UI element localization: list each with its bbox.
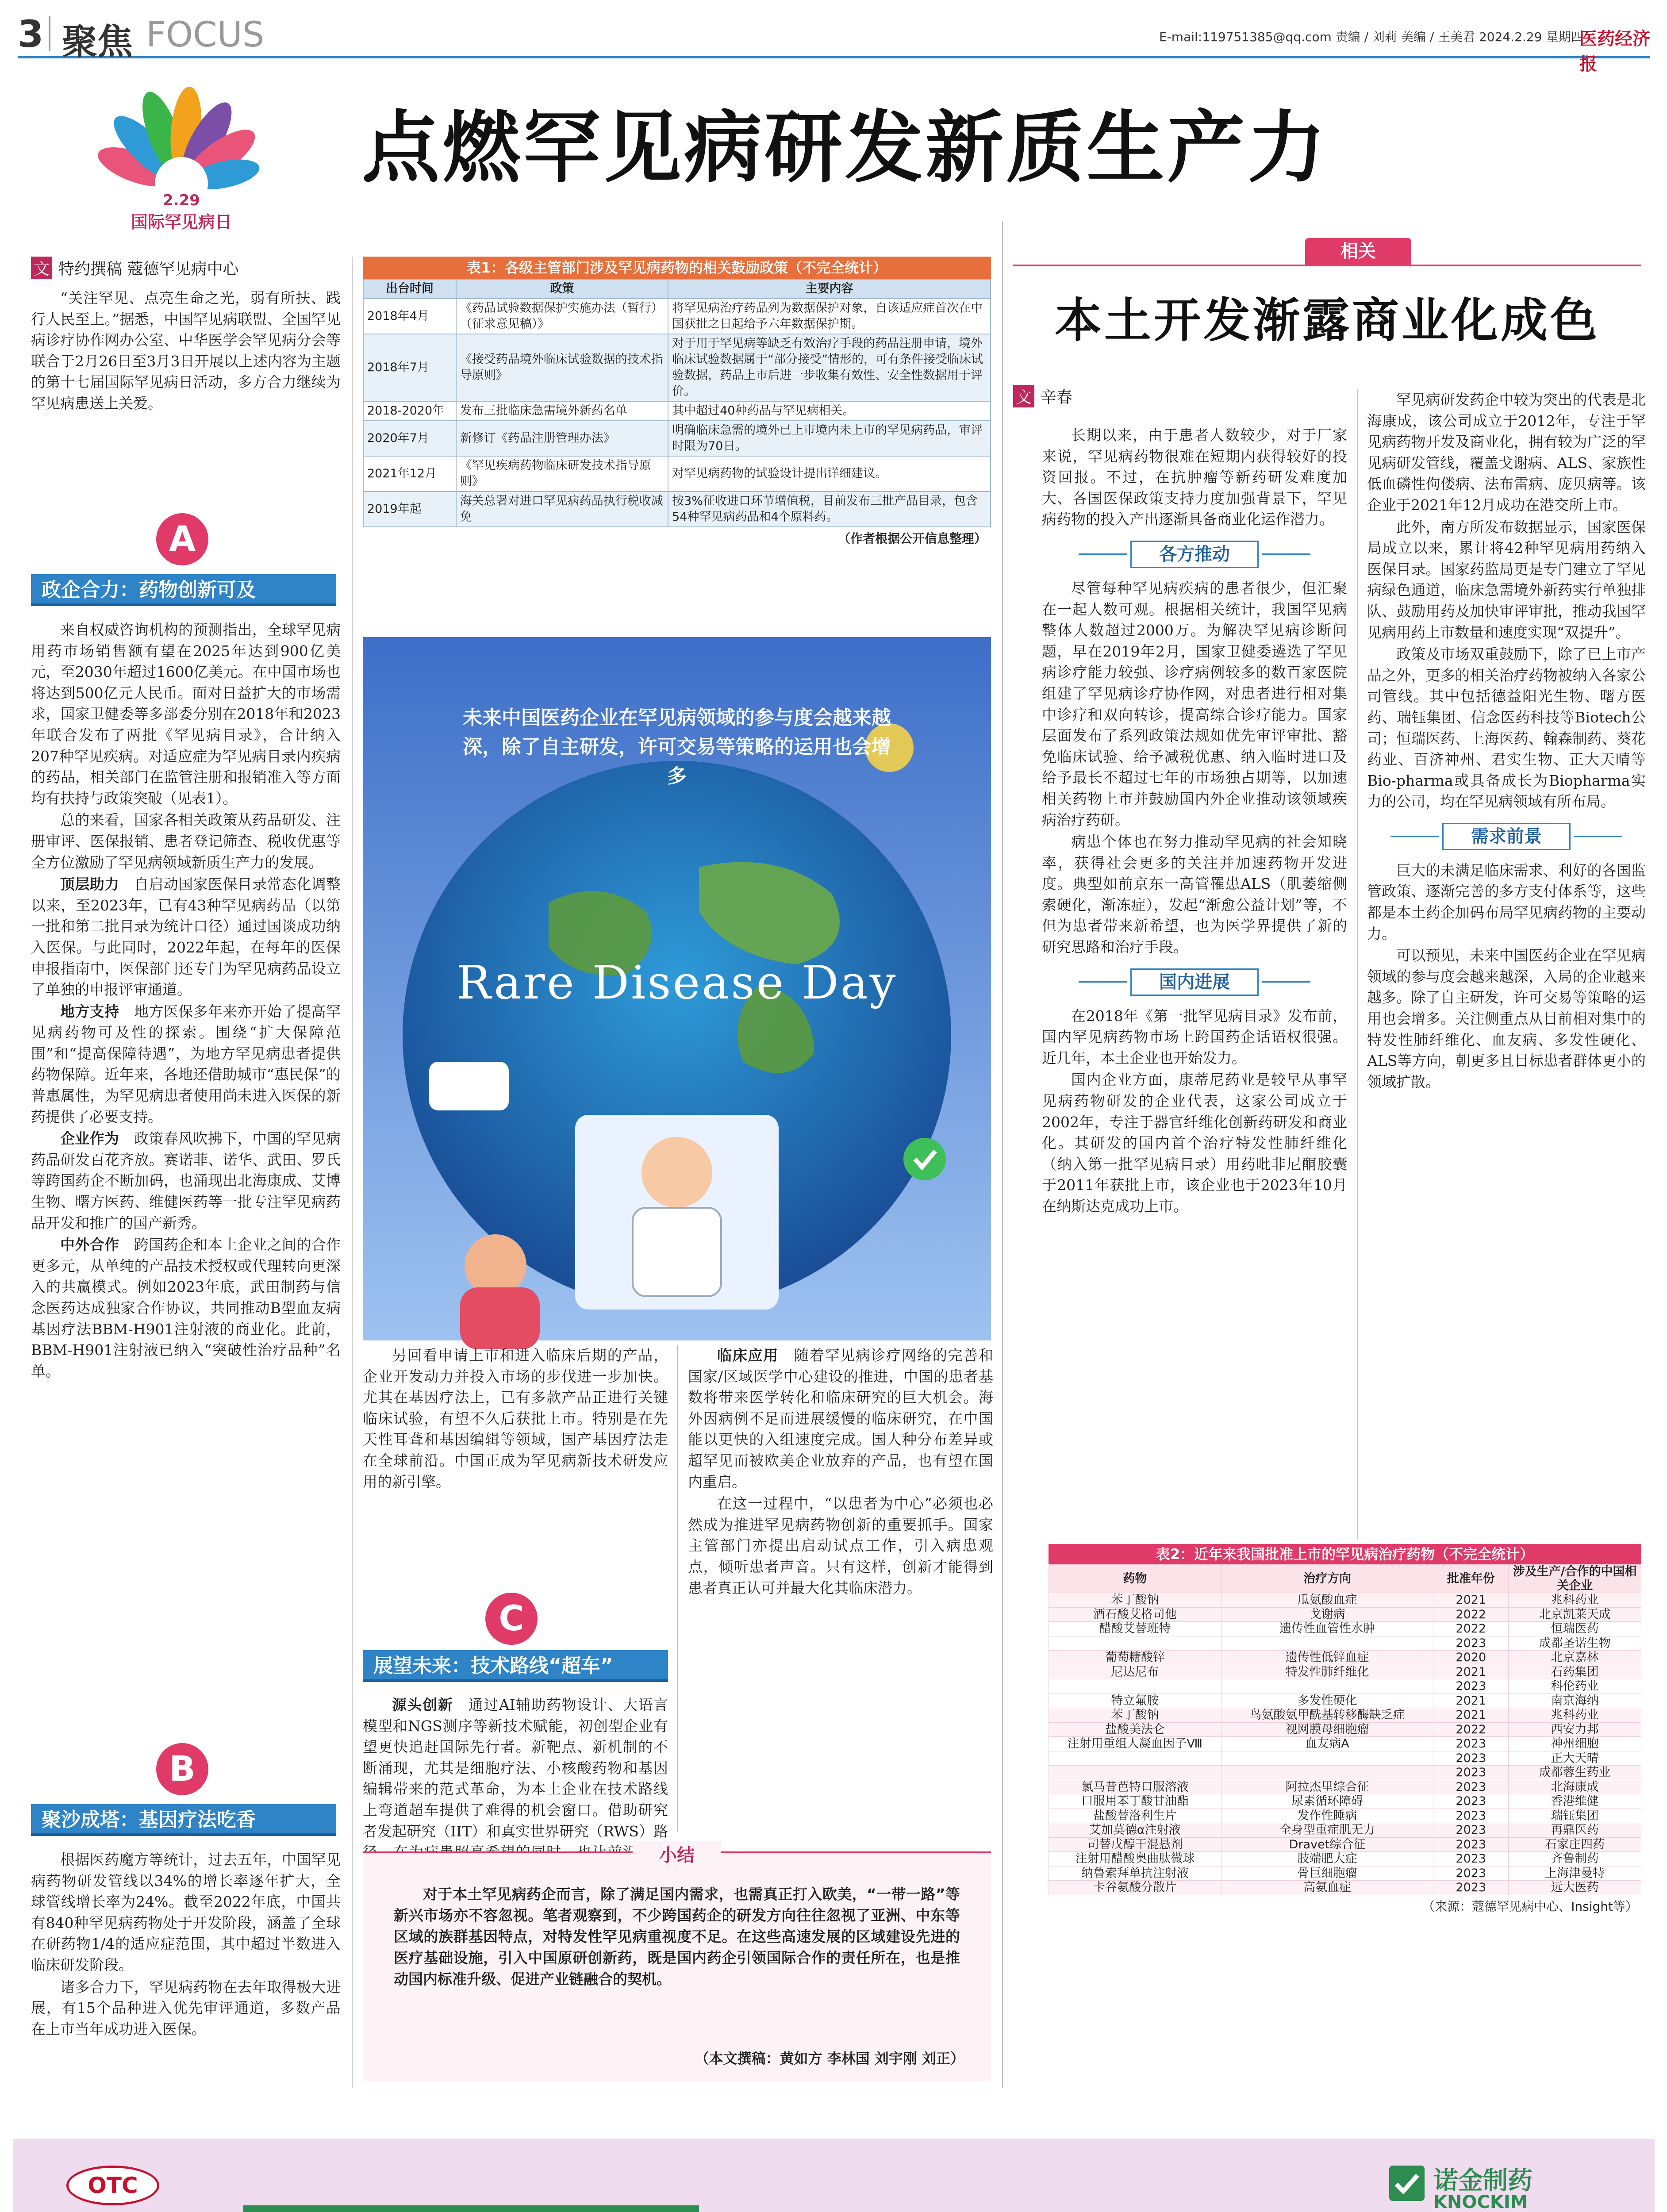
table-cell: 南京海纳 [1509,1694,1641,1708]
table-cell: 2023 [1433,1823,1509,1838]
table-cell [1049,1636,1221,1651]
table-cell: 2023 [1433,1636,1509,1651]
table-cell: 高氨血症 [1221,1881,1433,1895]
section-b-p3: 另回看申请上市和进入临床后期的产品，企业开发动力并投入市场的步伐进一步加快。尤其在基因疗法上，已有多款产品正进行关键临床试验，有望不久后获批上市。特别是在先天性耳聋和基因编辑等领域，国产基因疗法走在全球前沿。中国正成为罕见病新技术研发应用的新引擎。 [363,1347,668,1490]
table-cell: 西安力邦 [1509,1722,1641,1737]
table-2-source: （来源：蔻德罕见病中心、Insight等） [1422,1899,1638,1914]
knockim-logo-icon [1389,2166,1425,2201]
section-cn: 聚焦 [62,21,133,62]
table-cell [1221,1751,1433,1766]
section-a-p5: 企业作为 政策春风吹拂下，中国的罕见病药品研发百花齐放。赛诺菲、诺华、武田、罗氏等跨国药企不断加码，也涌现出北海康成、艾博生物、曙方医药、维健医药等一批专注罕见病药品开发和推广的国产新秀。 [31,1130,341,1232]
table-cell: 发作性睡病 [1221,1809,1433,1823]
table-cell: 2022 [1433,1607,1509,1622]
related-byline-tag: 文 [1013,385,1034,407]
table-row [1049,1794,1641,1809]
table-row [1049,1852,1641,1866]
table-cell: Dravet综合征 [1221,1837,1433,1852]
table-header-cell: 治疗方向 [1221,1565,1433,1593]
brand-cn: 诺金制药 [1433,2166,1533,2195]
section-c-letter: C [485,1593,538,1645]
table-cell: 2023 [1433,1679,1509,1694]
table-cell: 对于用于罕见病等缺乏有效治疗手段的药品注册申请，境外临床试验数据属于“部分接受”情形的，可有条件接受临床试验数据，药品上市后进一步收集有效性、安全性数据用于评价。 [668,334,991,401]
table-cell [1049,1766,1221,1780]
table-cell: 2022 [1433,1722,1509,1737]
header-meta: E-mail:119751385@qq.com 责编 / 刘莉 美编 / 王美君 2024.2.29 星期四 [1159,30,1583,44]
table-cell: 司替戊醇干混悬剂 [1049,1837,1221,1852]
section-b-title: 聚沙成塔：基因疗法吃香 [31,1804,336,1836]
product-box [243,2205,699,2212]
page-number: 3 [18,12,44,56]
table-cell: 2018年4月 [363,299,456,334]
section-c-p3: 在这一过程中，“以患者为中心”必须也必然成为推进罕见病药物创新的重要抓手。国家主管部门亦提出启动试点工作，引入病患观点，倾听患者声音。只有这样，创新才能得到患者真正认可并最大化其临床潜力。 [688,1495,993,1597]
byline-text: 特约撰稿 蔻德罕见病中心 [58,260,239,278]
related-p8: 政策及市场双重鼓励下，除了已上市产品之外，更多的相关治疗药物被纳入各家公司管线。其中包括德益阳光生物、曙方医药、瑞钰集团、信念医药科技等Biotech公司；恒瑞医药、上海医药、翰森制药、葵花药业、百济神州、君实生物、正大天晴等Bio-pharma或具备成长为Biopharma实力的公司，均在罕见病领域有所布局。 [1367,645,1646,810]
checkmark-icon [903,1138,946,1180]
brand-en: KNOCKIM [1433,2192,1528,2212]
table-cell: 兆科药业 [1509,1708,1641,1723]
table-cell: 卡谷氨酸分散片 [1049,1881,1221,1895]
table-2 [1049,1544,1641,1916]
table-cell: 《罕见疾病药物临床研发技术指导原则》 [456,456,668,492]
table-cell: 血友病A [1221,1737,1433,1751]
table-cell: 《药品试验数据保护实施办法（暂行）（征求意见稿）》 [456,299,668,334]
table-1 [363,257,991,549]
related-p10: 可以预见，未来中国医药企业在罕见病领域的参与度会越来越深，入局的企业越来越多。除了自主研发，许可交易等策略的运用也会增多。关注侧重点从目前相对集中的特发性肺纤维化、血友病、多发性硬化、ALS等方向，朝更多且目标患者群体更小的领域扩散。 [1367,947,1646,1091]
summary-label: 小结 [633,1841,721,1866]
table-cell: 2021年12月 [363,456,456,492]
table-cell: 北京嘉林 [1509,1651,1641,1665]
table-row [1049,1651,1641,1665]
section-a-title: 政企合力：药物创新可及 [31,574,336,606]
section-en: FOCUS [146,15,265,55]
table-cell: 戈谢病 [1221,1607,1433,1622]
table-cell: 按3%征收进口环节增值税，目前发布三批产品目录，包含54种罕见病药品和4个原料药。 [668,492,991,527]
table-row [1049,1766,1641,1780]
table-cell [1049,1679,1221,1694]
table-1-grid [363,279,991,527]
summary-credit: （本文撰稿：黄如方 李林国 刘宇刚 刘正） [695,2050,964,2067]
related-title: 本土开发渐露商业化成色 [1055,293,1600,348]
table-header-cell: 主要内容 [668,279,991,299]
advertisement [13,2139,1655,2212]
table-cell: 2021 [1433,1694,1509,1708]
section-c-p1: 源头创新 通过AI辅助药物设计、大语言模型和NGS测序等新技术赋能，初创型企业有望更快追赶国际先行者。新靶点、新机制的不断涌现，尤其是细胞疗法、小核酸药物和基因编辑带来的范式革命，为本土企业在技术路线上弯道超车提供了难得的机会窗口。借助研究者发起研究（IIT）和真实世界研究（RWS）路 [363,1696,668,1840]
table-cell: 2023 [1433,1809,1509,1823]
table-row [1049,1823,1641,1838]
table-row [363,492,991,527]
table-cell: 苯丁酸钠 [1049,1593,1221,1608]
table-row [363,421,991,456]
table-cell: 对罕见病药物的试验设计提出详细建议。 [668,456,991,492]
table-row [1049,1881,1641,1895]
table-cell: 石家庄四药 [1509,1837,1641,1852]
table-cell: 鸟氨酸氨甲酰基转移酶缺乏症 [1221,1708,1433,1723]
table-row [1049,1593,1641,1608]
section-a-p4: 地方支持 地方医保多年来亦开始了提高罕见病药物可及性的探索。围绕“扩大保障范围”和“提高保障待遇”，为地方罕见病患者提供药物保障。近年来，各地还借助城市“惠民保”的普惠属性，为罕见病患者使用尚未进入医保的新药提供了必要支持。 [31,1002,341,1125]
otc-badge: OTC [66,2166,159,2205]
table-row [1049,1622,1641,1636]
table-2-title: 表2：近年来我国批准上市的罕见病治疗药物（不完全统计） [1049,1544,1641,1564]
table-cell: 艾加莫德α注射液 [1049,1823,1221,1838]
table-cell: 2023 [1433,1866,1509,1881]
table-cell: 2018-2020年 [363,401,456,421]
section-b-p2: 诸多合力下，罕见病药物在去年取得极大进展，有15个品种进入优先审评通道，多数产品在上市当年成功进入医保。 [31,1978,341,2038]
patient-icon [465,1234,526,1296]
related-p9: 巨大的未满足临床需求、利好的各国监管政策、逐渐完善的多方支付体系等，这些都是本土药企加码布局罕见病药物的主要动力。 [1367,861,1646,942]
table-cell: 酒石酸艾格司他 [1049,1607,1221,1622]
illustration-banner: Rare Disease Day [456,956,898,1010]
table-2-grid [1049,1564,1641,1895]
table-cell: 兆科药业 [1509,1593,1641,1608]
table-row [1049,1679,1641,1694]
related-p7: 此外，南方所发布数据显示，国家医保局成立以来，累计将42种罕见病用药纳入医保目录。国家药监局更是专门建立了罕见病绿色通道，临床急需境外新药实行单独排队、鼓励用药及加快审评审批，推动我国罕见病用药上市数量和速度实现“双提升”。 [1367,518,1646,641]
table-row [363,456,991,492]
table-cell: 肢端肥大症 [1221,1852,1433,1866]
illustration-image [363,637,991,1340]
table-cell: 尼达尼布 [1049,1665,1221,1679]
logo-name: 国际罕见病日 [131,212,232,232]
table-1-note: （作者根据公开信息整理） [837,531,987,546]
table-cell: 科伦药业 [1509,1679,1641,1694]
table-row [1049,1737,1641,1751]
related-column-2 [1367,389,1646,1540]
related-p5: 国内企业方面，康蒂尼药业是较早从事罕见病药物研发的企业代表，这家公司成立于2002年，专注于器官纤维化创新药研发和商业化。其研发的国内首个治疗特发性肺纤维化（纳入第一批罕见病目录）用药吡非尼酮胶囊于2011年获批上市，该企业也于2023年10月在纳斯达克成功上市。 [1042,1071,1347,1215]
table-row [363,401,991,421]
related-byline [1013,385,1072,407]
table-cell: 石药集团 [1509,1665,1641,1679]
table-cell: 2022 [1433,1622,1509,1636]
table-cell: 2023 [1433,1780,1509,1794]
table-row [1049,1607,1641,1622]
table-header-cell: 政策 [456,279,668,299]
table-row [1049,1636,1641,1651]
table-cell: 2020年7月 [363,421,456,456]
table-cell: 明确临床急需的境外已上市境内未上市的罕见病药品，审评时限为70日。 [668,421,991,456]
table-cell: 成都蓉生药业 [1509,1766,1641,1780]
section-c-p2: 临床应用 随着罕见病诊疗网络的完善和国家/区域医学中心建设的推进，中国的患者基数将带来医学转化和临床研究的巨大机会。海外因病例不足而进展缓慢的临床研究，在中国能以更快的入组速度完成。国人种分布差异或超罕见而被欧美企业放弃的产品，也有望在国内重启。 [688,1347,994,1490]
related-tag: 相关 [1305,238,1411,265]
table-cell: 2023 [1433,1766,1509,1780]
table-cell: 上海津曼特 [1509,1866,1641,1881]
illustration-caption: 未来中国医药企业在罕见病领域的参与度会越来越深，除了自主研发，许可交易等策略的运用也会增多 [463,707,891,787]
section-c-continued [688,1345,993,1832]
table-cell: 北京凯莱天成 [1509,1607,1641,1622]
table-row [363,334,991,401]
section-c-body [363,1694,668,1840]
table-row [1049,1708,1641,1723]
table-cell: 特发性肺纤维化 [1221,1665,1433,1679]
table-cell: 注射用醋酸奥曲肽微球 [1049,1852,1221,1866]
table-cell: 正大天晴 [1509,1751,1641,1766]
table-cell: 2021 [1433,1708,1509,1723]
section-a-p1: 来自权威咨询机构的预测指出，全球罕见病用药市场销售额有望在2025年达到900亿美元，至2030年超过1600亿美元。在中国市场也将达到500亿元人民币。面对日益扩大的市场需求，国家卫健委等多部委分别在2018年和2023年联合发布了两批《罕见病目录》，合计纳入207种罕见疾病。对适应症为罕见病目录内疾病的药品，相关部门在监管注册和报销准入等方面均有扶持与政策突破（见表1）。 [31,621,341,807]
logo-date: 2.29 [163,192,200,209]
page-header [18,10,1650,74]
table-header-cell: 批准年份 [1433,1565,1509,1593]
table-cell: 齐鲁制药 [1509,1852,1641,1866]
table-cell: 2020 [1433,1651,1509,1665]
table-cell: 阿拉杰里综合征 [1221,1780,1433,1794]
table-cell: 发布三批临床急需境外新药名单 [456,401,668,421]
table-cell: 视网膜母细胞瘤 [1221,1722,1433,1737]
table-cell: 纳鲁索拜单抗注射液 [1049,1866,1221,1881]
related-p2: 尽管每种罕见病疾病的患者很少，但汇聚在一起人数可观。根据相关统计，我国罕见病整体人数超过2000万。为解决罕见病诊断问题，早在2019年2月，国家卫健委遴选了罕见病诊疗能力较强、诊疗病例较多的数百家医院组建了罕见病诊疗协作网，对患者进行相对集中诊疗和双向转诊，提高综合诊疗能力。国家层面发布了系列政策法规如优先审评审批、豁免临床试验、给予减税优惠、纳入临时进口及给予最长不超过七年的市场独占期等，以加速相关药物上市并鼓励国内外企业推动该领域疾病治疗药研。 [1042,579,1347,829]
table-cell: 2018年7月 [363,334,456,401]
table-row [1049,1809,1641,1823]
intro-paragraph: “关注罕见、点亮生命之光，弱有所扶、践行人民至上。”据悉，中国罕见病联盟、全国罕见病诊疗协作网办公室、中华医学会罕见病分会等联合于2月26日至3月3日开展以上述内容为主题的第十七届国际罕见病日活动，多方合力继续为罕见病患送上关爱。 [31,289,341,412]
table-cell: 新修订《药品注册管理办法》 [456,421,668,456]
table-cell: 瓜氨酸血症 [1221,1593,1433,1608]
table-cell: 远大医药 [1509,1881,1641,1895]
table-cell: 北海康成 [1509,1780,1641,1794]
section-b-p1: 根据医药魔方等统计，过去五年，中国罕见病药物研发管线以34%的增长率逐年扩大，全球管线增长率为24%。截至2022年底，中国共有840种罕见病药物处于开发阶段，涵盖了全球在研药物1/4的适应症范围，其中超过半数进入临床研发阶段。 [31,1851,341,1974]
column-1 [31,257,341,415]
table-header-cell: 药物 [1049,1565,1221,1593]
table-row [1049,1751,1641,1766]
table-row [1049,1665,1641,1679]
table-cell: 盐酸美法仑 [1049,1722,1221,1737]
section-a-p3: 顶层助力 自启动国家医保目录常态化调整以来，至2023年，已有43种罕见病药品（以第一批和第二批目录为统计口径）通过国谈成功纳入医保。与此同时，2022年起，在每年的医保申报指南中，医保部门还专门为罕见病药品设立了单独的申报评审通道。 [31,876,341,998]
section-a-letter: A [156,513,208,565]
table-cell: 苯丁酸钠 [1049,1708,1221,1723]
table-cell [1221,1636,1433,1651]
table-cell: 恒瑞医药 [1509,1622,1641,1636]
table-cell: 将罕见病治疗药品列为数据保护对象，自该适应症首次在中国获批之日起给予六年数据保护期。 [668,299,991,334]
table-cell: 2023 [1433,1737,1509,1751]
table-cell: 特立氟胺 [1049,1694,1221,1708]
section-a-p2: 总的来看，国家各相关政策从药品研发、注册审评、医保报销、患者登记筛查、税收优惠等全方位激励了罕见病领域新质生产力的发展。 [31,811,341,871]
related-p1: 长期以来，由于患者人数较少，对于厂家来说，罕见病药物很难在短期内获得较好的投资回报。不过，在抗肿瘤等新药研发难度加大、各国医保政策支持力度加强背景下，罕见病药物的投入产出逐渐具备商业化运作潜力。 [1042,426,1347,528]
section-a-p6: 中外合作 跨国药企和本土企业之间的合作更多元，从单纯的产品技术授权或代理转向更深入的共赢模式。例如2023年底，武田制药与信念医药达成独家合作协议，共同推动B型血友病基因疗法BBM-H901注射液的商业化。此前，BBM-H901注射液已纳入“突破性治疗品种”名单。 [31,1236,341,1380]
subhead-1: 各方推动 [1130,541,1259,568]
table-cell: 葡萄糖酸锌 [1049,1651,1221,1665]
related-column-1 [1042,425,1347,1385]
table-header-cell: 出台时间 [363,279,456,299]
table-row [1049,1866,1641,1881]
table-cell: 海关总署对进口罕见病药品执行税收减免 [456,492,668,527]
related-p6: 罕见病研发药企中较为突出的代表是北海康成，该公司成立于2012年，专注于罕见病药物开发及商业化，拥有较为广泛的罕见病研发管线，覆盖戈谢病、ALS、家族性低血磷性佝偻病、法布雷病、庞贝病等。该企业于2021年12月成功在港交所上市。 [1367,391,1646,514]
table-cell: 遗传性血管性水肿 [1221,1622,1433,1636]
table-cell: 尿素循环障碍 [1221,1794,1433,1809]
section-c-title: 展望未来：技术路线“超车” [363,1650,668,1682]
table-cell: 《接受药品境外临床试验数据的技术指导原则》 [456,334,668,401]
table-cell: 氯马昔芭特口服溶液 [1049,1780,1221,1794]
summary-box [363,1845,991,2081]
table-cell: 2023 [1433,1794,1509,1809]
rare-disease-day-logo [88,95,274,232]
table-cell: 口服用苯丁酸甘油酯 [1049,1794,1221,1809]
section-b-letter: B [156,1743,208,1795]
table-cell: 注射用重组人凝血因子Ⅷ [1049,1737,1221,1751]
table-cell: 2023 [1433,1751,1509,1766]
table-header-cell: 涉及生产/合作的中国相关企业 [1509,1565,1641,1593]
related-p4: 在2018年《第一批罕见病目录》发布前，国内罕见病药物市场上跨国药企话语权很强。近几年，本土企业也开始发力。 [1042,1007,1347,1067]
table-1-title: 表1：各级主管部门涉及罕见病药物的相关鼓励政策（不完全统计） [363,257,991,279]
table-row [363,299,991,334]
table-cell: 其中超过40种药品与罕见病相关。 [668,401,991,421]
section-a-body [31,619,341,1382]
subhead-2: 国内进展 [1130,968,1259,996]
byline-tag: 文 [31,257,52,279]
table-cell: 遗传性低锌血症 [1221,1651,1433,1665]
table-cell: 再鼎医药 [1509,1823,1641,1838]
table-cell: 骨巨细胞瘤 [1221,1866,1433,1881]
related-p3: 病患个体也在努力推动罕见病的社会知晓率，获得社会更多的关注并加速药物开发进度。典型如前京东一高管罹患ALS（肌萎缩侧索硬化，渐冻症），发起“渐愈公益计划”等，不但为患者带来新希望，也为医学界提供了新的研究思路和治疗手段。 [1042,833,1347,956]
section-b-body [31,1849,341,2088]
newspaper-name: 医药经济报 [1579,28,1650,74]
table-cell: 多发性硬化 [1221,1694,1433,1708]
table-cell [1221,1679,1433,1694]
table-cell: 香港维健 [1509,1794,1641,1809]
main-title: 点燃罕见病研发新质生产力 [361,103,1328,193]
subhead-3: 需求前景 [1442,823,1571,850]
table-row [1049,1780,1641,1794]
table-cell [1049,1751,1221,1766]
table-row [1049,1722,1641,1737]
table-cell: 2021 [1433,1593,1509,1608]
medicine-pill-icon [429,1062,509,1110]
box-brand [257,2210,294,2212]
table-cell: 盐酸替洛利生片 [1049,1809,1221,1823]
table-row [1049,1694,1641,1708]
table-cell: 成都圣诺生物 [1509,1636,1641,1651]
table-cell: 2023 [1433,1881,1509,1895]
table-cell: 神州细胞 [1509,1737,1641,1751]
table-cell: 2023 [1433,1837,1509,1852]
summary-text: 对于本土罕见病药企而言，除了满足国内需求，也需真正打入欧美，“一带一路”等新兴市场亦不容忽视。笔者观察到，不少跨国药企的研发方向往往忽视了亚洲、中东等区域的族群基因特点，对特发性罕见病重视度不足。在这些高速发展的区域建设先进的医疗基础设施，引入中国原研创新药，既是国内药企引领国际合作的责任所在，也是推动国内标准升级、促进产业链融合的契机。 [394,1886,960,1988]
related-author: 辛春 [1041,388,1073,407]
hands-logo-icon [88,95,274,192]
table-row [1049,1837,1641,1852]
table-cell: 瑞钰集团 [1509,1809,1641,1823]
table-cell: 全身型重症肌无力 [1221,1823,1433,1838]
table-cell: 2023 [1433,1852,1509,1866]
table-cell [1221,1766,1433,1780]
table-cell: 2019年起 [363,492,456,527]
table-cell: 2021 [1433,1665,1509,1679]
byline [31,257,341,279]
table-cell: 醋酸艾替班特 [1049,1622,1221,1636]
